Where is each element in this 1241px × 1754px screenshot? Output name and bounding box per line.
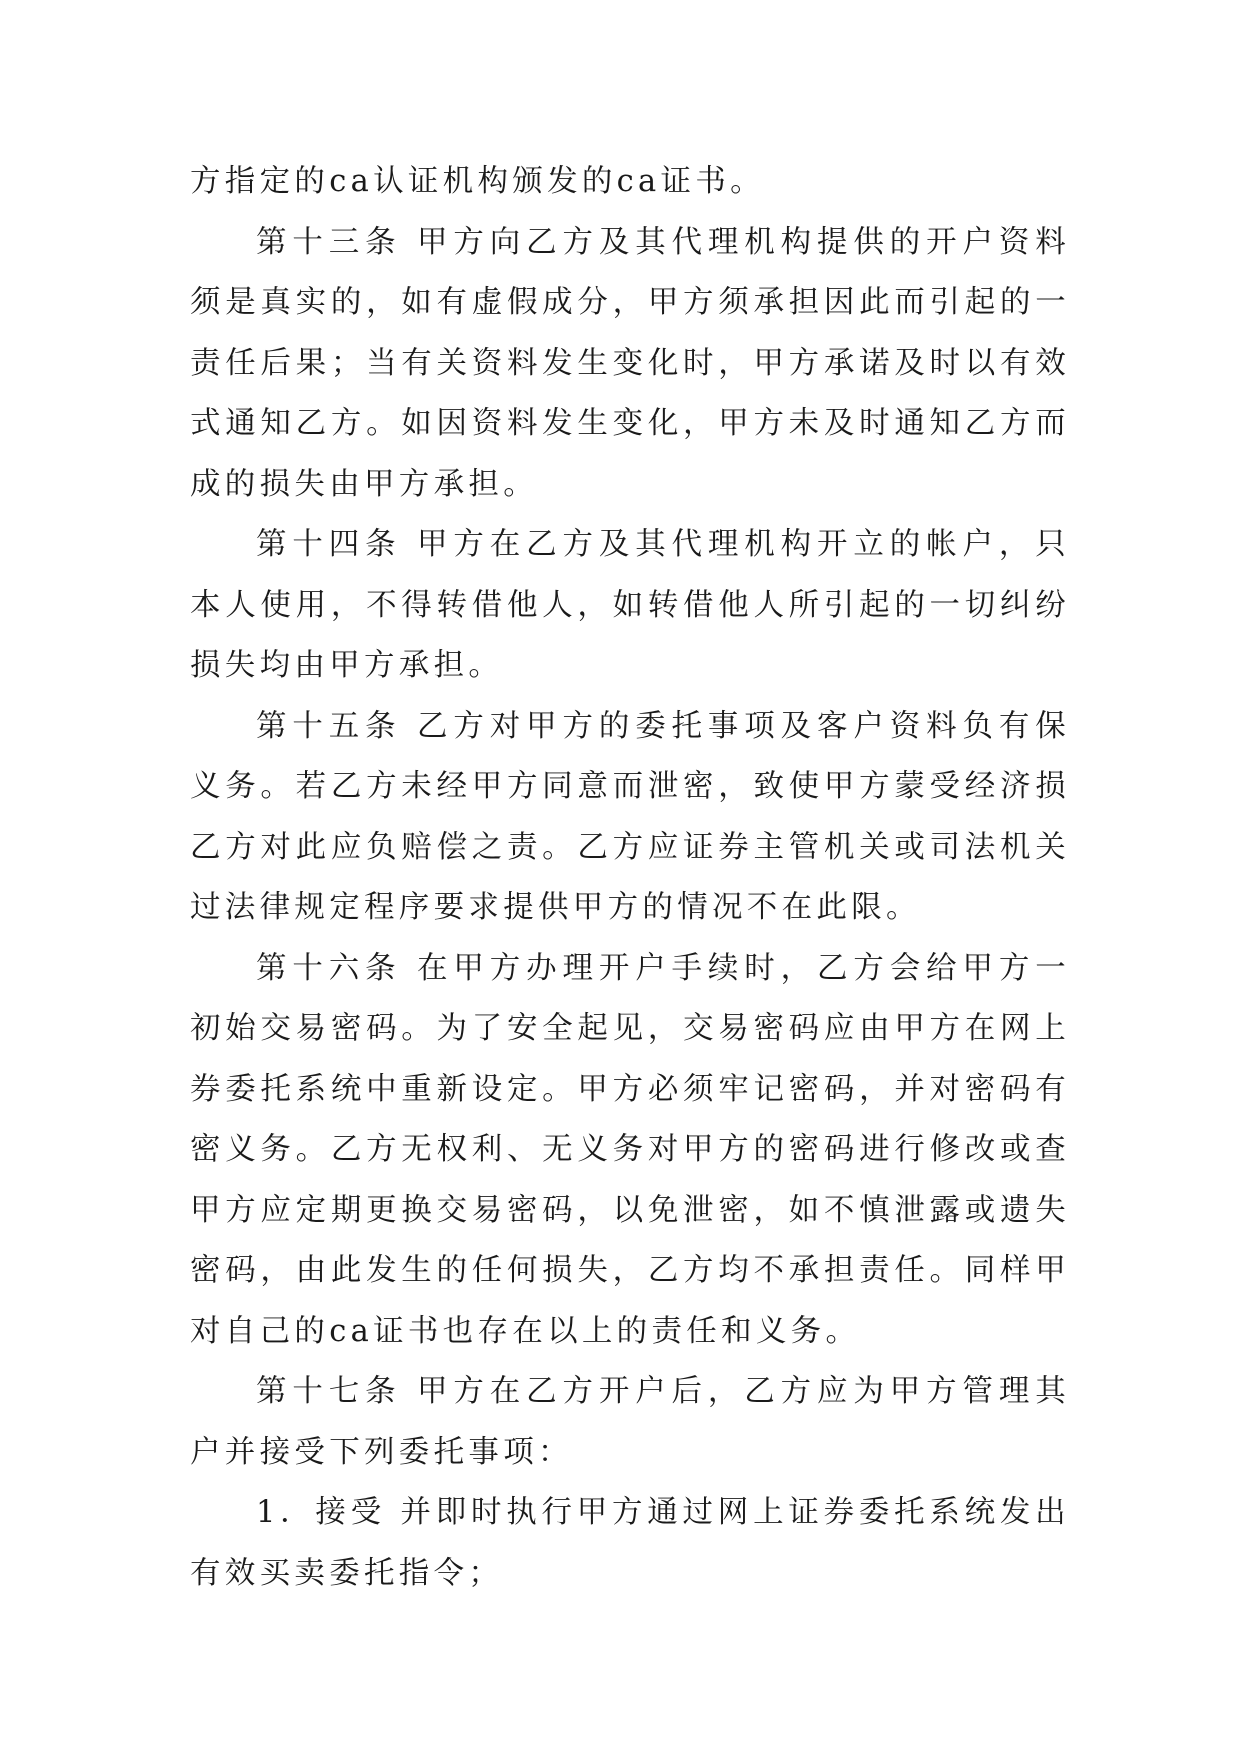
text-line-content: 初始交易密码。为了安全起见，交易密码应由甲方在网上	[190, 1011, 1070, 1046]
text-line-content: 密义务。乙方无权利、无义务对甲方的密码进行修改或查	[190, 1132, 1070, 1167]
text-line	[190, 152, 1070, 213]
text-line-content: 损失均由甲方承担。	[190, 648, 504, 683]
text-line-content: 有效买卖委托指令；	[190, 1555, 504, 1591]
text-line-content: 密码，由此发生的任何损失，乙方均不承担责任。同样甲	[190, 1253, 1070, 1288]
text-line-content: 户并接受下列委托事项：	[190, 1434, 573, 1470]
clause-15-line	[190, 697, 1070, 758]
text-line	[190, 1120, 1070, 1181]
text-line-content: 第十四条 甲方在乙方及其代理机构开立的帐户，只	[256, 527, 1070, 562]
text-line	[190, 636, 1070, 697]
clause-16-line	[190, 939, 1070, 1000]
text-line	[190, 273, 1070, 334]
clause-17-line	[190, 1362, 1070, 1423]
text-line-content: 第十五条 乙方对甲方的委托事项及客户资料负有保	[256, 708, 1070, 744]
text-line-content: 义务。若乙方未经甲方同意而泄密，致使甲方蒙受经济损	[190, 769, 1070, 804]
list-item-1-line	[190, 1483, 1070, 1544]
text-line-content: 本人使用，不得转借他人，如转借他人所引起的一切纠纷	[190, 587, 1070, 623]
text-line-content: 1．接受 并即时执行甲方通过网上证券委托系统发出	[256, 1495, 1070, 1530]
clause-13-line	[190, 213, 1070, 274]
text-line-content: 第十七条 甲方在乙方开户后，乙方应为甲方管理其	[256, 1374, 1070, 1409]
text-line	[190, 455, 1070, 516]
text-line	[190, 1544, 1070, 1605]
text-line	[190, 334, 1070, 395]
text-line	[190, 394, 1070, 455]
text-line	[190, 818, 1070, 879]
text-line	[190, 1060, 1070, 1121]
text-line-content: 成的损失由甲方承担。	[190, 466, 538, 502]
text-line	[190, 1181, 1070, 1242]
text-line-content: 甲方应定期更换交易密码，以免泄密，如不慎泄露或遗失	[190, 1192, 1070, 1228]
text-line-content: 对自己的ca证书也存在以上的责任和义务。	[190, 1313, 861, 1349]
text-line-content: 券委托系统中重新设定。甲方必须牢记密码，并对密码有	[190, 1071, 1070, 1107]
document-page	[190, 152, 1070, 1604]
text-line-content: 责任后果；当有关资料发生变化时，甲方承诺及时以有效	[190, 345, 1070, 381]
text-line-content: 第十六条 在甲方办理开户手续时，乙方会给甲方一	[256, 950, 1070, 986]
text-line-content: 乙方对此应负赔偿之责。乙方应证券主管机关或司法机关	[190, 829, 1070, 865]
clause-14-line	[190, 515, 1070, 576]
text-line	[190, 878, 1070, 939]
text-line-content: 方指定的ca认证机构颁发的ca证书。	[190, 164, 765, 199]
text-line-content: 第十三条 甲方向乙方及其代理机构提供的开户资料	[256, 224, 1070, 260]
text-line	[190, 576, 1070, 637]
text-line	[190, 1241, 1070, 1302]
text-line	[190, 1423, 1070, 1484]
text-line-content: 须是真实的，如有虚假成分，甲方须承担因此而引起的一	[190, 285, 1070, 320]
text-line	[190, 999, 1070, 1060]
text-line	[190, 757, 1070, 818]
text-line-content: 过法律规定程序要求提供甲方的情况不在此限。	[190, 890, 921, 925]
text-line	[190, 1302, 1070, 1363]
text-line-content: 式通知乙方。如因资料发生变化，甲方未及时通知乙方而	[190, 406, 1070, 441]
